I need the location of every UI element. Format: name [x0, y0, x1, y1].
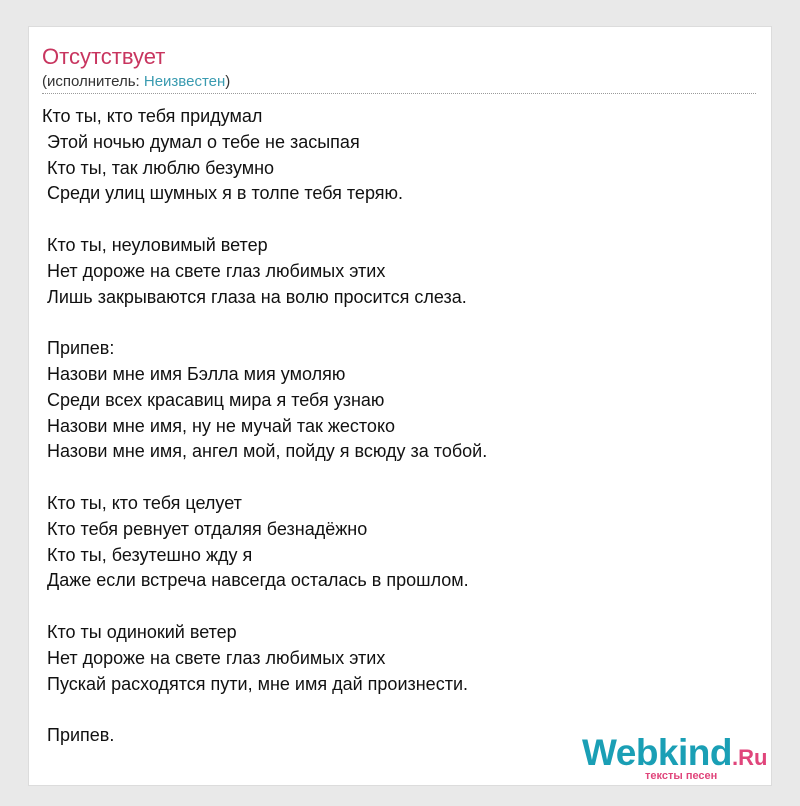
divider — [42, 93, 756, 94]
artist-line — [42, 73, 230, 91]
artist-link[interactable]: Неизвестен — [143, 73, 226, 90]
artist-prefix: (исполнитель: — [42, 73, 144, 90]
logo-tld-text: .Ru — [732, 745, 768, 770]
site-logo[interactable] — [582, 734, 767, 771]
artist-suffix: ) — [225, 73, 231, 90]
song-title: Отсутствует — [42, 44, 166, 69]
logo-main-text: Webkind — [582, 732, 732, 773]
logo-subtitle: тексты песен — [645, 770, 718, 782]
lyrics-text: Кто ты, кто тебя придумал Этой ночью думал о тебе не засыпая Кто ты, так люблю безумно Среди улиц шумных я в толпе тебя теряю. Кто ты, неуловимый ветер Нет дороже на свете глаз любимых этих Лишь закрываются глаза на волю просится слеза. Припев: Назови мне имя Бэлла мия умоляю Среди всех красавиц мира я тебя узнаю Назови мне имя, ну не мучай так жестоко Назови мне имя, ангел мой, пойду я всюду за тобой. Кто ты, кто тебя целует Кто тебя ревнует отдаляя безнадёжно Кто ты, безутешно жду я Даже если встреча навсегда осталась в прошлом. Кто ты одинокий ветер Нет дороже на свете глаз любимых этих Пускай расходятся пути, мне имя дай произнести. Припев. — [42, 106, 488, 746]
